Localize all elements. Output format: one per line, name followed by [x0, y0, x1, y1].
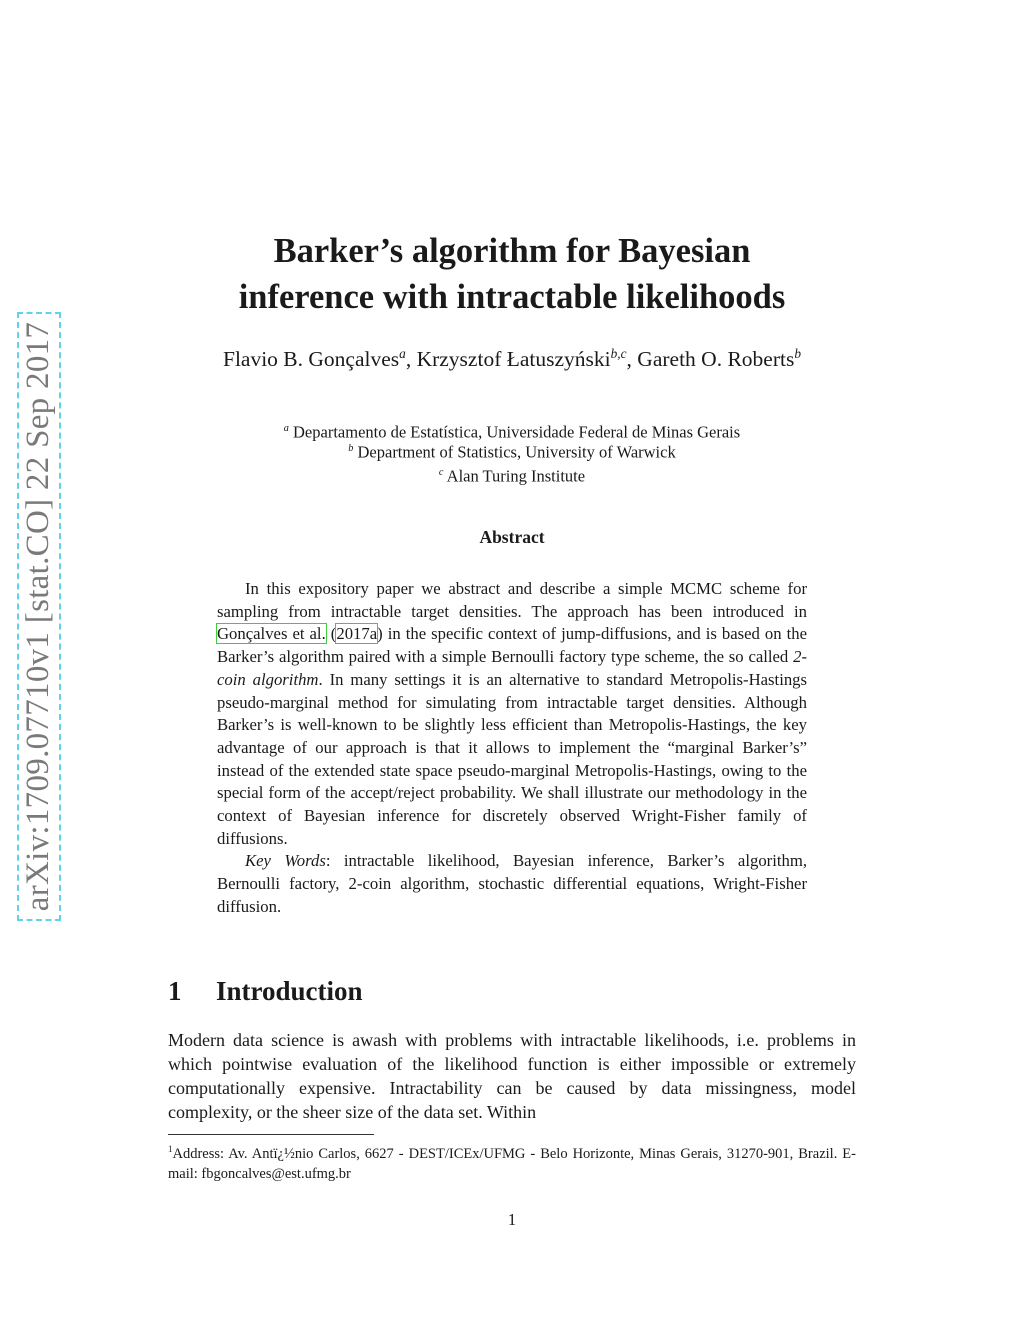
author-name: Gareth O. Roberts — [637, 347, 795, 372]
author-separator: , — [626, 347, 638, 372]
affiliation-text: Departamento de Estatística, Universidade Federal de Minas Gerais — [293, 422, 741, 442]
author-affil-mark: b,c — [610, 346, 627, 361]
abstract-paragraph — [217, 578, 807, 850]
affiliation-mark: c — [438, 467, 444, 478]
footnote-text: Address: Av. Antï¿½nio Carlos, 6627 - DEST/ICEx/UFMG - Belo Horizonte, Minas Gerais, 31270-901, Brazil. E-mail: fbgoncalves@est.ufmg.br — [168, 1145, 856, 1182]
abstract-text: ) in the specific context of jump-diffusions, and is based on the Barker’s algorithm paired with a simple Bernoulli factory type scheme, the so called — [217, 624, 808, 667]
footnote — [168, 1139, 856, 1184]
arxiv-identifier: arXiv:1709.07710v1 [stat.CO] 22 Sep 2017 — [20, 321, 57, 912]
author-name: Flavio B. Gonçalves — [222, 347, 400, 372]
footnote-rule — [168, 1134, 374, 1135]
intro-paragraph: Modern data science is awash with problems with intractable likelihoods, i.e. problems in which pointwise evaluation of the likelihood function is either impossible or extremely computationally expensive. Intractability can be caused by data missingness, model complexity, or the sheer size of the data set. Within — [168, 1030, 856, 1122]
affiliation-text: Department of Statistics, University of Warwick — [357, 442, 676, 462]
affiliation — [150, 438, 874, 464]
affiliation-text: Alan Turing Institute — [446, 466, 586, 486]
affiliation-mark: b — [348, 443, 354, 454]
title-line-2: inference with intractable likelihoods — [238, 278, 786, 316]
page-number: 1 — [507, 1210, 517, 1229]
author-separator: , — [405, 347, 417, 372]
abstract-body — [217, 578, 807, 919]
abstract-text: In this expository paper we abstract and describe a simple MCMC scheme for sampling from intractable target densities. The approach has been introduced in — [217, 579, 807, 621]
keywords — [217, 850, 807, 918]
section-heading — [168, 976, 363, 1007]
abstract-heading: Abstract — [479, 527, 545, 547]
author-affil-mark: a — [399, 346, 406, 361]
section-title: Introduction — [216, 976, 363, 1006]
abstract-text: . In many settings it is an alternative to standard Metropolis-Hastings pseudo-marginal method for simulating from intractable target densities. Although Barker’s is well-known to be slightly less efficient than Metropolis-Hastings, the key advantage of our approach is that it allows to implement the “marginal Barker’s” instead of the extended state space pseudo-marginal Metropolis-Hastings, owing to the special form of the accept/reject probability. We shall illustrate our methodology in the context of Bayesian inference for discretely observed Wright-Fisher family of diffusions. — [217, 669, 808, 848]
abstract-emphasis: 2-coin algorithm — [217, 647, 807, 689]
arxiv-stamp[interactable] — [17, 312, 61, 921]
citation-link-author[interactable]: Gonçalves et al. — [217, 624, 326, 644]
paper-title — [150, 228, 874, 320]
keywords-text: : intractable likelihood, Bayesian inference, Barker’s algorithm, Bernoulli factory, 2-coin algorithm, stochastic differential equations, Wright-Fisher diffusion. — [217, 851, 807, 916]
author-affil-mark: b — [794, 346, 801, 361]
author-name: Krzysztof Łatuszyński — [416, 347, 611, 372]
author-list — [150, 340, 874, 373]
title-line-1: Barker’s algorithm for Bayesian — [273, 232, 751, 270]
section-number: 1 — [168, 976, 182, 1006]
citation-link-year[interactable]: 2017a — [336, 624, 378, 644]
footnote-mark: 1 — [168, 1144, 173, 1154]
affiliation-mark: a — [283, 423, 289, 434]
citation-paren: ( — [325, 624, 337, 644]
affiliation — [150, 462, 874, 488]
keywords-label: Key Words — [245, 851, 326, 871]
